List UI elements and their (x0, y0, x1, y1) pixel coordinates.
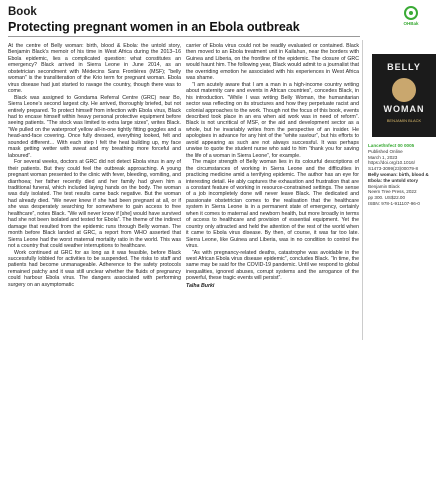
sidebar (362, 40, 442, 340)
paragraph: At the centre of Belly woman: birth, blood & Ebola: the untold story, Benjamin Black’s memoir of his time in West Africa during the 2013–16 Ebola epidemic, lies a complicated question: what constitutes an emergency? Black arrived in Sierra Leone in June 2014, as an obstetrician secondment with Médecins Sans Frontières (MSF); “belly woman” is the transliteration of the Krio term for pregnant woman. Ebola virus disease had just started to ravage the country, though there was to come. (8, 43, 181, 95)
article-headline: Protecting pregnant women in an Ebola outbreak (8, 20, 300, 34)
paragraph: Work continued at GRC for as long as it was feasible, before Black successfully lobbied for activities to be suspended. The risks to staff and patients had become unmanageable. Adherence to the safety protocols remained patchy and it was still unclear whether the fluids of pregnancy could harbour Ebola virus. The dangers associated with performing surgery on an asymptomatic (8, 249, 181, 288)
cover-author: BENJAMIN BLACK (386, 118, 422, 123)
book-isbn: ISBN: 978-1-911107-96-0 (368, 200, 420, 206)
section-label: Book (8, 6, 37, 18)
doi-id[interactable]: S1473-3099(23)00079-8 (368, 166, 419, 172)
published-date: March 1, 2023 (368, 154, 398, 160)
middle-column (186, 43, 359, 289)
book-cover (372, 54, 436, 137)
logo-text: OHBak (403, 21, 419, 26)
paragraph: carrier of Ebola virus could not be readily evaluated or contained. Black then moved to an Ebola treatment unit in Kailahun, near the borders with Guinea and Liberia, on the frontline of the epidemic. The closure of GRC would haunt him. The following year, Black would admit to a journalist that the overriding emotion he associated with his experiences in West Africa was shame. (186, 43, 359, 82)
book-publisher: Neem Tree Press, 2022 (368, 189, 417, 195)
paragraph: “I am acutely aware that I am a man in a high-income country writing about maternity care and events in African countries”, concedes Black, in his introduction. “While I was writing Belly Woman, the humanitarian sector was reflecting on its structures and how they perpetuate racist and colonial approaches to the work. Though not the focus of this book, events described took place in an era when aid work was in need of reform”. Black is not uncritical of MSF, or the aid and development sector as a whole, but he invariably writes from the perspective of an insider. He apologises in advance for any hint of the “white saviour”, but his efforts to avoid appearing as such are not always successful. It was perhaps unwise to quote the student nurse who said to him “thank you for saving the life of a woman in Sierra Leone”, for example. (186, 81, 359, 159)
paragraph: Black was assigned to Gondama Referral Centre (GRC) near Bo, Sierra Leone’s second largest city. He arrived, thoroughly briefed, but not entirely prepared. To protect himself from infection with Ebola virus, Black had to encase himself within heavy personal protective equipment before seeing patients. “The stock was limited to extra large sizes”, writes Black. “We pulled on the waterproof yellow all-in-one tightly fitting goggles and a head-and-face covering. Once fully dressed, everything looked, felt and sounded different… With each step I felt the heat building up, my face mask getting wetter with sweat and my breathing more forceful and laboured”. (8, 94, 181, 159)
paragraph: The major strength of Belly woman lies in its colourful descriptions of the circumstances of working in Sierra Leone and the difficulties in practicing medicine amid a terrifying epidemic. The author has an eye for interesting detail. He ably captures the exhaustion and frustration that are a constant feature of working in resource-constrained settings. The sense of a job incompletely done will never leave Black. The dedicated and passionate obstetrician comes to the realisation that the healthcare system in Sierra Leone is in a permanent state of emergency, certainly when it comes to maternal and newborn health, but more broadly in terms of access to healthcare and provision of essential equipment. Yet the country only attracted and held the attention of the rest of the world when it came to Ebola virus disease. By then, of course, it was far too late. Sierra Leone, like Guinea and Liberia, was in no condition to control the virus. (186, 159, 359, 250)
crossmark-icon (404, 6, 418, 20)
cover-title-line2: WOMAN (383, 104, 425, 114)
published-label: Published Online (368, 148, 403, 154)
journal-citation: Lancet/Infect 00 0005 (368, 143, 415, 148)
paragraph: “As with pregnancy-related deaths, catastrophe was avoidable in the west African Ebola virus disease epidemic”, concludes Black. “In time, the same may be said for the COVID-19 pandemic. Until we respond to global inequalities, ignored abuses, corrupt systems and the arrogance of the powerful, these tragic events will persist”. (186, 249, 359, 282)
paragraph: For several weeks, doctors at GRC did not detect Ebola virus in any of their patients. But they could feel the outbreak approaching. A young pregnant woman presented to the clinic with fever, bleeding, vomiting, and diarrhoea; her father recently died and her family had given him a traditional funeral, which included laying hands on the body. The woman was duly isolated. The test results came back negative. But the woman had already died. “We never knew if she had been pregnant at all, or if she was desperately searching for somewhere to gain access to free healthcare”, notes Black. “We will never know if [she] would have survived had she not been isolated and tested for Ebola”. The theme of the indirect damage that resulted from the epidemic runs through Belly woman. The month before Black landed at GRC, a report from WHO asserted that Sierra Leone had the worst maternal mortality ratio in the world. This was not a country that could weather interruptions to healthcare. (8, 159, 181, 250)
journal-logo[interactable] (386, 6, 436, 26)
left-column (8, 43, 181, 288)
author-signature: Talha Burki (186, 282, 215, 289)
cover-title-line1: BELLY (387, 62, 421, 72)
book-title: Belly woman: birth, blood & Ebola: the untold story (368, 171, 429, 183)
book-pages-price: pp 300. US$22.00 (368, 195, 406, 201)
book-metadata (368, 143, 442, 207)
header-divider (8, 36, 360, 37)
book-author: Benjamin Black (368, 183, 400, 189)
doi-link[interactable]: https://doi.org/10.1016/ (368, 160, 415, 166)
cover-illustration (392, 78, 416, 102)
